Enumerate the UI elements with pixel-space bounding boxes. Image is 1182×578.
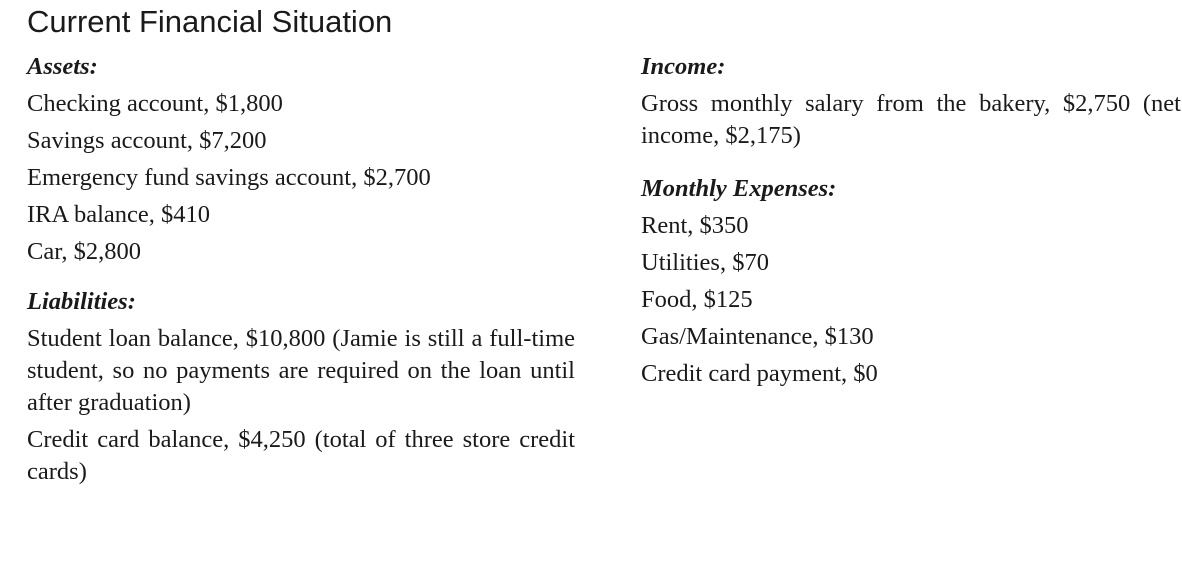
expense-item: Credit card payment, $0 [641, 360, 878, 387]
asset-item: Savings account, $7,200 [27, 127, 267, 154]
liability-item: Student loan balance, $10,800 (Jamie is still a full-time student, so no payments are required on the loan until after graduation) [27, 325, 575, 416]
expense-item: Gas/Maintenance, $130 [641, 323, 874, 350]
income-heading: Income: [641, 53, 726, 80]
expense-item: Food, $125 [641, 286, 753, 313]
asset-item: IRA balance, $410 [27, 201, 211, 228]
right-column [641, 51, 1181, 395]
expense-item: Rent, $350 [641, 212, 749, 239]
liabilities-heading: Liabilities: [27, 288, 136, 315]
assets-heading: Assets: [27, 53, 98, 80]
left-column [27, 51, 575, 493]
expenses-heading: Monthly Expenses: [641, 175, 837, 202]
asset-item: Car, $2,800 [27, 238, 142, 265]
page-title: Current Financial Situation [27, 4, 393, 39]
liability-item: Credit card balance, $4,250 (total of three store credit cards) [27, 426, 575, 485]
income-item: Gross monthly salary from the bakery, $2,750 (net income, $2,175) [641, 90, 1181, 149]
asset-item: Emergency fund savings account, $2,700 [27, 164, 431, 191]
expense-item: Utilities, $70 [641, 249, 769, 276]
asset-item: Checking account, $1,800 [27, 90, 283, 117]
